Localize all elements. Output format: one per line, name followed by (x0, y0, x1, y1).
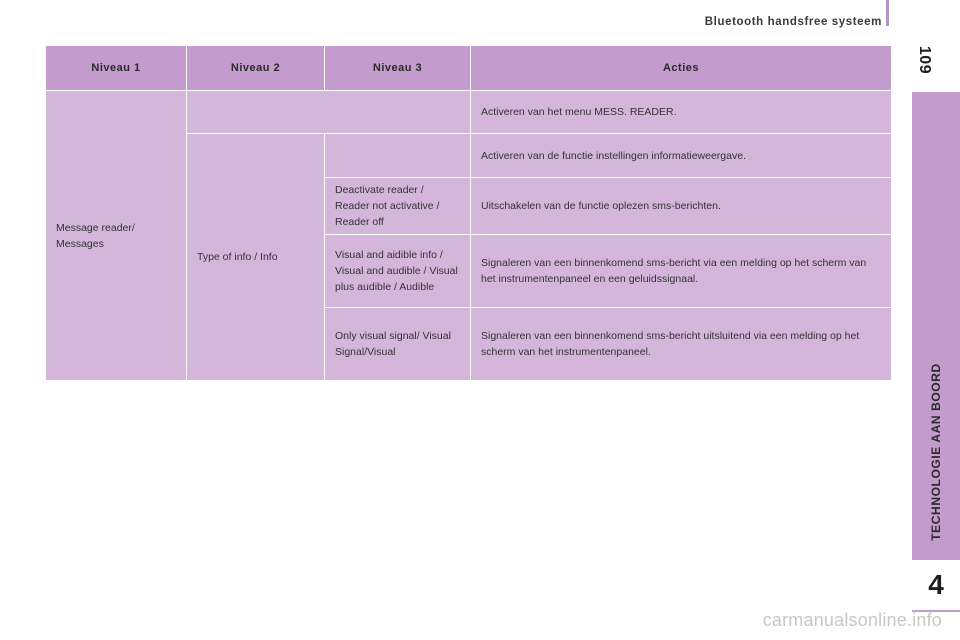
action-cell: Activeren van de functie instellingen informatieweergave. (471, 134, 892, 178)
header-accent-bar (886, 0, 889, 26)
table-header-row (46, 46, 892, 91)
header-level-1: Niveau 1 (46, 46, 187, 91)
watermark-text: carmanualsonline.info (762, 610, 942, 630)
chapter-label-text: TECHNOLOGIE AAN BOORD (929, 363, 943, 541)
action-cell: Uitschakelen van de functie oplezen sms-berichten. (471, 178, 892, 235)
level1-cell: Message reader/ Messages (46, 91, 187, 381)
header-level-2: Niveau 2 (187, 46, 325, 91)
page-number (906, 40, 942, 80)
level2-cell: Type of info / Info (187, 134, 325, 381)
level3-cell: Visual and aidible info / Visual and audible / Visual plus audible / Audible (325, 235, 471, 308)
table-row (46, 91, 892, 134)
action-cell: Activeren van het menu MESS. READER. (471, 91, 892, 134)
header-level-3: Niveau 3 (325, 46, 471, 91)
action-cell: Signaleren van een binnenkomend sms-bericht uitsluitend via een melding op het scherm van het instrumentenpaneel. (471, 308, 892, 381)
header-actions: Acties (471, 46, 892, 91)
action-cell: Signaleren van een binnenkomend sms-bericht via een melding op het scherm van het instrumentenpaneel en een geluidssignaal. (471, 235, 892, 308)
level3-cell: Only visual signal/ Visual Signal/Visual (325, 308, 471, 381)
page-header-title: Bluetooth handsfree systeem (704, 16, 882, 28)
empty-cell (325, 134, 471, 178)
level3-cell: Deactivate reader / Reader not activative / Reader off (325, 178, 471, 235)
empty-cell (187, 91, 471, 134)
chapter-number: 4 (928, 569, 944, 600)
page-number-text: 109 (915, 45, 933, 75)
menu-table (45, 45, 892, 381)
